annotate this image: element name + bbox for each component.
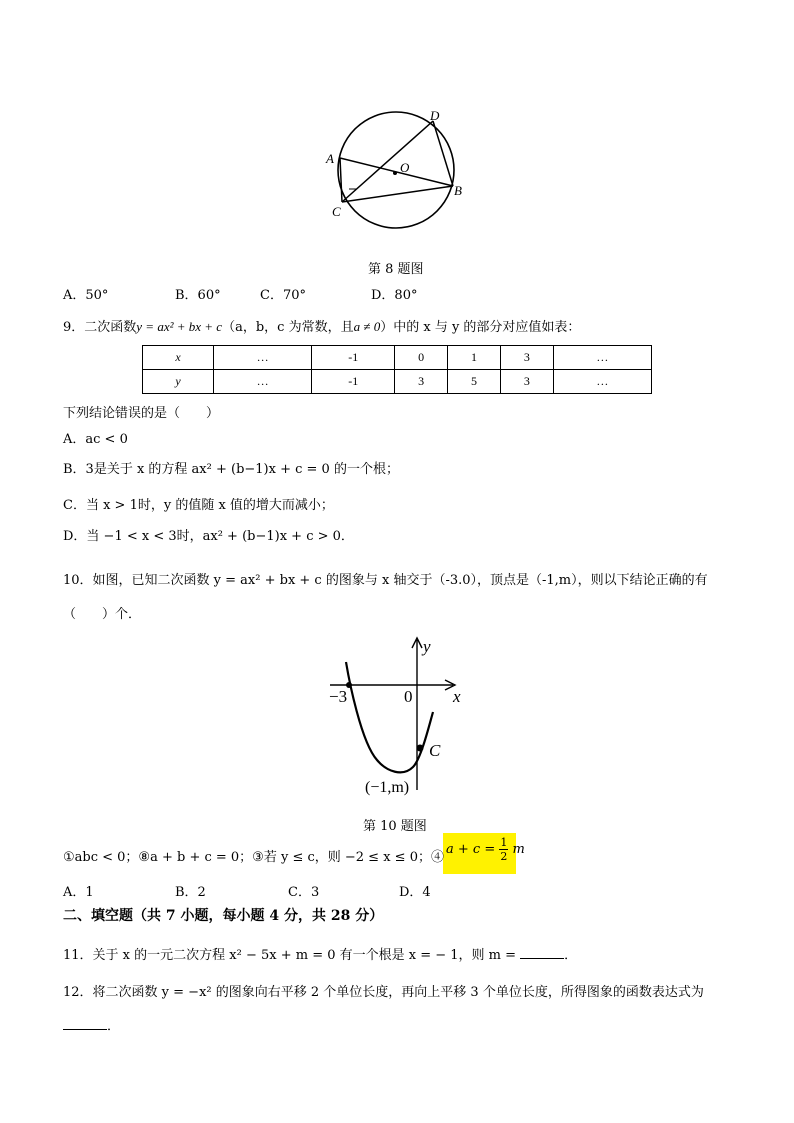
q9-stem-prefix: 9．二次函数 [63,320,137,335]
segment-db [433,121,453,186]
table-cell: 3 [500,370,553,394]
root-label: −3 [329,687,348,706]
table-row-y [143,370,652,394]
table-cell: -1 [312,370,395,394]
q10-stem-line1: 10．如图，已知二次函数 y = ax² + bx + c 的图象与 x 轴交于（-3.0），顶点是（-1,m），则以下结论正确的有 [63,573,708,588]
q11-answer-blank[interactable] [520,946,564,959]
table-cell: 3 [395,370,448,394]
table-cell: 0 [395,346,448,370]
q10-option-a: A．1 [63,885,94,900]
label-c: C [332,204,341,219]
q11-period: ． [564,948,578,963]
q9-option-c: C．当 x > 1时，y 的值随 x 值的增大而减小； [63,498,334,513]
q9-value-table [142,345,652,394]
label-o: O [400,160,410,175]
q10-conclusion-4 [446,836,525,863]
q9-option-a: A．ac < 0 [63,432,128,447]
q8-option-b: B．60° [175,288,221,303]
table-cell: … [214,370,312,394]
figure-8-circle-diagram [320,100,470,230]
table-cell: 3 [500,346,553,370]
q8-option-d: D．80° [371,288,418,303]
label-b: B [454,183,462,198]
table-cell: … [214,346,312,370]
q8-option-a: A．50° [63,288,109,303]
table-row-x [143,346,652,370]
q10-conclusions [63,846,444,865]
fraction [499,836,508,863]
table-cell: … [553,370,651,394]
q9-function: y = ax² + bx + c [136,319,223,334]
figure-10-parabola-graph [325,632,475,802]
q9-stem [63,316,580,335]
origin-label: 0 [404,687,413,706]
q8-option-c: C．70° [260,288,306,303]
vertex-label: (−1,m) [365,779,410,796]
q10-option-d: D．4 [399,885,431,900]
table-cell: -1 [312,346,395,370]
q11 [63,944,577,963]
x-axis-label: x [453,687,461,706]
q9-condition: a ≠ 0 [353,319,381,334]
segment-cb [342,186,453,202]
parabola-curve [346,662,433,772]
q11-text: 11．关于 x 的一元二次方程 x² − 5x + m = 0 有一个根是 x = − 1，则 m = [63,948,517,963]
table-cell: 1 [448,346,501,370]
point-c-marker [417,745,424,752]
fraction-denominator: 2 [500,850,508,863]
q12-line2 [63,1015,120,1034]
table-header-y: y [143,370,214,394]
table-cell: … [553,346,651,370]
q9-option-b: B．3是关于 x 的方程 ax² + (b−1)x + c = 0 的一个根； [63,462,399,477]
figure-10-caption: 第 10 题图 [363,819,427,834]
label-d: D [430,108,440,123]
point-c-label: C [429,741,441,760]
q9-option-d: D．当 −1 < x < 3时，ax² + (b−1)x + c > 0． [63,529,354,544]
q12-line1: 12．将二次函数 y = −x² 的图象向右平移 2 个单位长度，再向上平移 3 个单位长度，所得图象的函数表达式为 [63,985,704,1000]
q12-answer-blank[interactable] [63,1017,107,1030]
q10-option-b: B．2 [175,885,206,900]
y-axis-label: y [423,637,431,656]
q10-option-c: C．3 [288,885,320,900]
conclusion4-left: a + c = [446,842,496,857]
table-header-x: x [143,346,214,370]
segment-ac [340,158,342,202]
q9-question: 下列结论错误的是（ ） [63,406,220,421]
label-a: A [326,151,334,166]
q12-period: ． [107,1019,121,1034]
center-point [393,171,397,175]
figure-8-caption: 第 8 题图 [368,262,424,277]
circle-outline [338,112,454,228]
q9-stem-mid: （a，b，c 为常数，且 [222,320,354,335]
q10-stem-line2: （ ）个． [63,607,142,622]
table-cell: 5 [448,370,501,394]
section-title: 二、填空题（共 7 小题，每小题 4 分，共 28 分） [63,908,384,924]
q10-conclusions-text: ①abc < 0；⑧a + b + c = 0；③若 y ≤ c，则 −2 ≤ x ≤ 0；④ [63,850,444,865]
fraction-numerator: 1 [500,836,508,849]
conclusion4-var: m [512,842,525,857]
q9-stem-suffix: ）中的 x 与 y 的部分对应值如表： [380,320,581,335]
